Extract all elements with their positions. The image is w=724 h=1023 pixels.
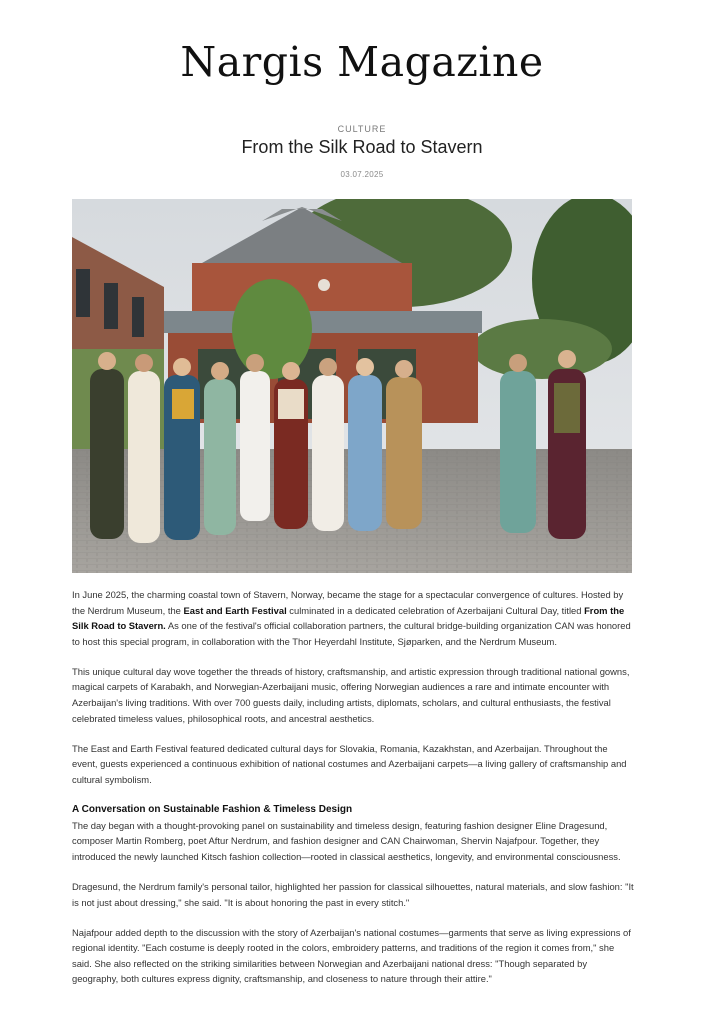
paragraph-intro: In June 2025, the charming coastal town of Stavern, Norway, became the stage for a spectacular convergence of cultures. Hosted by the Nerdrum Museum, the East and Earth Festival culminated in a dedicated celebration of Azerbaijani Cultural Day, titled From the Silk Road to Stavern. As one of the festival's official collaboration partners, the cultural bridge-building organization CAN was honored to host this special program, in collaboration with the Thor Heyerdahl Institute, Sjøparken, and the Nerdrum Museum.	[72, 589, 631, 647]
paragraph-najafpour: Najafpour added depth to the discussion with the story of Azerbaijan's national costumes—garments that serve as living expressions of regional identity. "Each costume is deeply rooted in the colors, embroidery patterns, and traditions of the region it comes from," she said. She also reflected on the striking similarities between Norwegian and Azerbaijani national dress: "Though separated by geography, both cultures express dignity, craftsmanship, and closeness to nature through their attire."	[72, 926, 631, 985]
paragraph-dragesund: Dragesund, the Nerdrum family's personal tailor, highlighted her passion for classical silhouettes, natural materials, and slow fashion: "It is not just about dressing," she said. "It is about honoring the past in every stitch."	[72, 880, 634, 908]
article-category[interactable]: CULTURE	[337, 124, 387, 134]
event-title: From the Silk Road to Stavern.	[72, 604, 625, 632]
section-subheading: A Conversation on Sustainable Fashion & Timeless Design	[72, 804, 353, 816]
paragraph-panel: The day began with a thought-provoking panel on sustainability and timeless design, featuring fashion designer Eline Dragesund, composer Martin Romberg, poet Aftur Nerdrum, and fashion designer and CAN Chairwoman, Shervin Najafpour. Together, they introduced the newly launched Kitsch fashion collection—rooted in classical aesthetics, longevity, and environmental consciousness.	[72, 819, 621, 862]
paragraph-festival-days: The East and Earth Festival featured dedicated cultural days for Slovakia, Romania, Kazakhstan, and Azerbaijan. Throughout the event, guests experienced a continuous exhibition of national costumes and Azerbaijani carpets—a living gallery of craftsmanship and cultural symbolism.	[72, 742, 627, 785]
festival-name: East and Earth Festival	[183, 604, 287, 616]
site-title[interactable]: Nargis Magazine	[180, 38, 544, 86]
article-body	[72, 587, 634, 1001]
paragraph-cultural-day: This unique cultural day wove together the threads of history, craftsmanship, and artistic expression through traditional national gowns, magical carpets of Karabakh, and Norwegian-Azerbaijani music, offering Norwegian audiences a rare and intimate encounter with Azerbaijan's living traditions. With over 700 guests daily, including artists, diplomats, scholars, and cultural enthusiasts, the festival celebrated timeless values, philosophical roots, and ancestral aesthetics.	[72, 665, 630, 724]
article-date: 03.07.2025	[340, 170, 384, 179]
article-photo	[72, 199, 632, 573]
article-headline: From the Silk Road to Stavern	[241, 137, 483, 157]
